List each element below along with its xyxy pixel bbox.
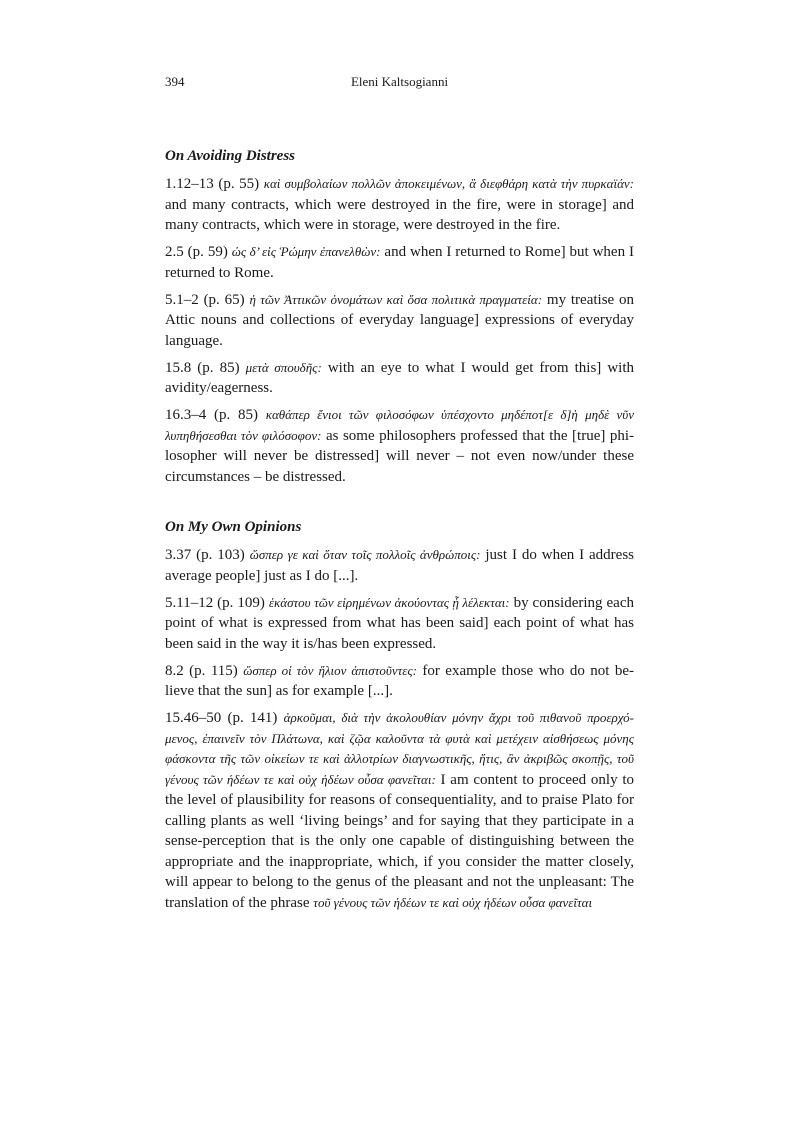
entry-reference: 2.5 (p. 59) xyxy=(165,244,228,260)
section-heading: On Avoiding Distress xyxy=(165,148,296,164)
entry xyxy=(165,174,634,236)
entry-greek: ἑκάστου τῶν εἰρημένων ἀκούοντας ᾗ λέλεκται: xyxy=(268,594,510,610)
page-number: 394 xyxy=(165,74,185,89)
entry-greek: ὡς δ’ εἰς Ῥώμην ἐπανελθὼν: xyxy=(231,244,381,259)
entry-translation: for example those who do not believe that the sun] as for example [...]. xyxy=(165,662,635,699)
entry-greek: καθάπερ ἔνιοι τῶν φιλοσόφων ὑπέσχοντο μηδέποτ[ε δ]ὴ μηδὲ νῦν λυπηθήσεσθαι τὸν φιλόσοφον: xyxy=(165,407,634,443)
entry-greek: ἡ τῶν Ἀττικῶν ὀνομάτων καὶ ὅσα πολιτικὰ πραγματεία: xyxy=(249,291,543,307)
entry-translation: by considering each point of what is expressed from what has been said] each point of what has been said in the way it is/has been expressed. xyxy=(165,594,634,652)
entry xyxy=(165,593,634,655)
entry-reference: 8.2 (p. 115) xyxy=(165,662,238,679)
entry xyxy=(165,290,634,352)
page-body xyxy=(165,146,634,920)
entry-reference: 5.1–2 (p. 65) xyxy=(165,291,245,308)
entry-reference: 5.11–12 (p. 109) xyxy=(165,594,265,611)
entry-translation: with an eye to what I would get from this] with avidity/eagerness. xyxy=(165,359,635,396)
entry xyxy=(165,545,634,586)
entry-greek: ὥσπερ οἱ τὸν ἥλιον ἀπιστοῦντες: xyxy=(243,662,417,678)
section-heading: On My Own Opinions xyxy=(165,519,302,535)
entry-translation: as some philosophers professed that the [true] philosopher will never be distressed] will never – not even now/under these circumstances – be distressed. xyxy=(165,427,635,485)
entry-translation: and many contracts, which were destroyed in the fire, were in storage] and many contracts, which were in storage, were destroyed in the fire. xyxy=(165,196,634,233)
entry-translation: my treatise on Attic nouns and collections of everyday language] expressions of everyday language. xyxy=(165,291,635,349)
entry-greek-tail: τοῦ γένους τῶν ἡδέων τε καὶ οὐχ ἡδέων οὖσα φανεῖται xyxy=(313,894,593,910)
entry xyxy=(165,661,634,702)
entry-reference: 3.37 (p. 103) xyxy=(165,547,245,563)
entry-reference: 1.12–13 (p. 55) xyxy=(165,176,260,192)
entry-translation: just I do when I address average people] just as I do [...]. xyxy=(165,547,635,584)
entry-greek: ἀρκοῦμαι, διὰ τὴν ἀκολουθίαν μόνην ἄχρι τοῦ πιθανοῦ προερχόμενος, ἐπαινεῖν τὸν Πλάτωνα, καὶ ζῷα καλοῦντα τὰ φυτὰ καὶ μετέχειν αἰσθήσεως μόνης φάσκοντα τῆς τῶν οἰκείων τε καὶ ἀλλοτρίων διαγνωστικῆς, ἥτις, ἂν ἀκριβῶς σκοπῇς, τοῦ γένους τῶν ἡδέων τε καὶ οὐχ ἡδέων οὖσα φανεῖται: xyxy=(165,710,634,787)
entry-reference: 16.3–4 (p. 85) xyxy=(165,407,258,423)
entry-greek: καὶ συμβολαίων πολλῶν ἀποκειμένων, ἃ διεφθάρη κατὰ τὴν πυρκαϊάν: xyxy=(263,176,634,191)
entry-reference: 15.8 (p. 85) xyxy=(165,359,240,376)
entry-greek: ὥσπερ γε καὶ ὅταν τοῖς πολλοῖς ἀνθρώποις: xyxy=(249,547,481,562)
entry xyxy=(165,708,634,913)
entry-translation: and when I returned to Rome] but when I returned to Rome. xyxy=(165,244,634,281)
entry xyxy=(165,358,634,399)
entry-reference: 15.46–50 (p. 141) xyxy=(165,710,278,726)
entry xyxy=(165,405,634,487)
entry-greek: μετὰ σπουδῆς: xyxy=(245,359,322,375)
entry xyxy=(165,242,634,283)
entry-translation: I am content to proceed only to the level of plausibility for reasons of consequentiality, and to praise Plato for calling plants as well ‘living beings’ and for saying that they participate in a sense-perception that is the only one capable of distinguishing between the appropriate and the inappropriate, which, if you consider the matter closely, will appear to belong to the genus of the pleasant and not the unpleasant: The translation of the phrase xyxy=(165,771,635,911)
running-header-author: Eleni Kaltsogianni xyxy=(350,74,449,89)
